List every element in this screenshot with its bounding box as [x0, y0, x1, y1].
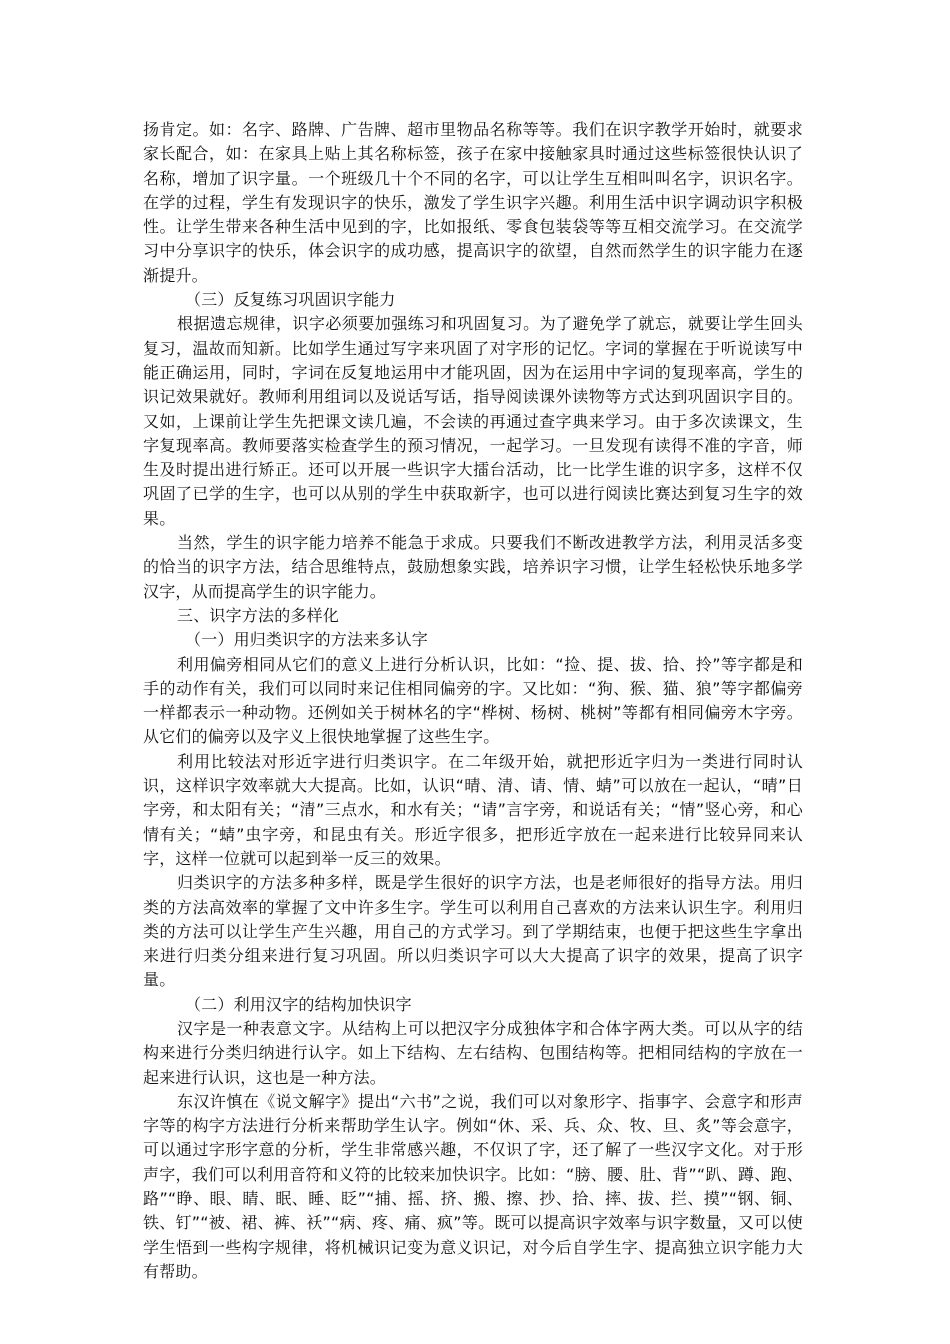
paragraph-cultivation-summary: 当然，学生的识字能力培养不能急于求成。只要我们不断改进教学方法，利用灵活多变的恰当的识字方法，结合思维特点，鼓励想象实践，培养识字习惯，让学生轻松快乐地多学汉字，从而提高学生的识字能力。	[143, 533, 803, 601]
document-page	[143, 118, 803, 1284]
section-heading-3-repeated-practice: （三）反复练习巩固识字能力	[185, 290, 396, 310]
paragraph-classification-benefits: 归类识字的方法多种多样，既是学生很好的识字方法，也是老师很好的指导方法。用归类的方法高效率的掌握了文中许多生字。学生可以利用自己喜欢的方法来认识生字。利用归类的方法可以让学生产生兴趣，用自己的方式学习。到了学期结束，也便于把这些生字拿出来进行归类分组来进行复习巩固。所以归类识字可以大大提高了识字的效果，提高了识字量。	[143, 873, 803, 990]
paragraph-six-writings: 东汉许慎在《说文解字》提出“六书”之说，我们可以对象形字、指事字、会意字和形声字等的构字方法进行分析来帮助学生认字。例如“休、采、兵、众、牧、旦、炙”等会意字，可以通过字形字意的分析，学生非常感兴趣，不仅识了字，还了解了一些汉字文化。对于形声字，我们可以利用音符和义符的比较来加快识字。比如：“膀、腰、肚、背”“趴、蹲、跑、路”“睁、眼、睛、眠、睡、眨”“捕、摇、挤、搬、擦、抄、拾、摔、拔、拦、摸”“钢、铜、铁、钉”“被、裙、裤、袄”“病、疼、痛、疯”等。既可以提高识字效率与识字数量，又可以使学生悟到一些构字规律，将机械识记变为意义识记，对今后自学生字、提高独立识字能力大有帮助。	[143, 1091, 803, 1281]
paragraph-literacy-in-daily-life: 扬肯定。如：名字、路牌、广告牌、超市里物品名称等等。我们在识字教学开始时，就要求家长配合，如：在家具上贴上其名称标签，孩子在家中接触家具时通过这些标签很快认识了名称，增加了识字量。一个班级几十个不同的名字，可以让学生互相叫叫名字，识识名字。在学的过程，学生有发现识字的快乐，激发了学生识字兴趣。利用生活中识字调动识字积极性。让学生带来各种生活中见到的字，比如报纸、零食包装袋等等互相交流学习。在交流学习中分享识字的快乐，体会识字的成功感，提高识字的欲望，自然而然学生的识字能力在逐渐提升。	[143, 120, 803, 285]
paragraph-similar-characters: 利用比较法对形近字进行归类识字。在二年级开始，就把形近字归为一类进行同时认识，这样识字效率就大大提高。比如，认识“晴、清、请、情、蜻”可以放在一起认，“晴”日字旁，和太阳有关；“清”三点水，和水有关；“请”言字旁，和说话有关；“情”竖心旁，和心情有关；“蜻”虫字旁，和昆虫有关。形近字很多，把形近字放在一起来进行比较异同来认字，这样一位就可以起到举一反三的效果。	[143, 751, 803, 868]
paragraph-radical-grouping: 利用偏旁相同从它们的意义上进行分析认识，比如：“捡、提、拔、拾、拎”等字都是和手的动作有关，我们可以同时来记住相同偏旁的字。又比如：“狗、猴、猫、狼”等字都偏旁一样都表示一种动物。还例如关于树林名的字“桦树、杨树、桃树”等都有相同偏旁木字旁。从它们的偏旁以及字义上很快地掌握了这些生字。	[143, 654, 803, 747]
section-heading-2-character-structure: （二）利用汉字的结构加快识字	[185, 994, 412, 1014]
paragraph-ideographic-structure: 汉字是一种表意文字。从结构上可以把汉字分成独体字和合体字两大类。可以从字的结构来进行分类归纳进行认字。如上下结构、左右结构、包围结构等。把相同结构的字放在一起来进行认识，这也是一种方法。	[143, 1018, 803, 1087]
paragraph-forgetting-curve: 根据遗忘规律，识字必须要加强练习和巩固复习。为了避免学了就忘，就要让学生回头复习，温故而知新。比如学生通过写字来巩固了对字形的记忆。字词的掌握在于听说读写中能正确运用，同时，字词在反复地运用中才能巩固，因为在运用中字词的复现率高，学生的识记效果就好。教师利用组词以及说话写话，指导阅读课外读物等方式达到巩固识字目的。又如，上课前让学生先把课文读几遍，不会读的再通过查字典来学习。由于多次读课文，生字复现率高。教师要落实检查学生的预习情况，一起学习。一旦发现有读得不准的字音，师生及时提出进行矫正。还可以开展一些识字大擂台活动，比一比学生谁的识字多，这样不仅巩固了已学的生字，也可以从别的学生中获取新字，也可以进行阅读比赛达到复习生字的效果。	[143, 314, 803, 528]
chapter-heading-diversified-methods: 三、识字方法的多样化	[177, 605, 340, 625]
section-heading-1-classification: （一）用归类识字的方法来多认字	[185, 630, 429, 650]
